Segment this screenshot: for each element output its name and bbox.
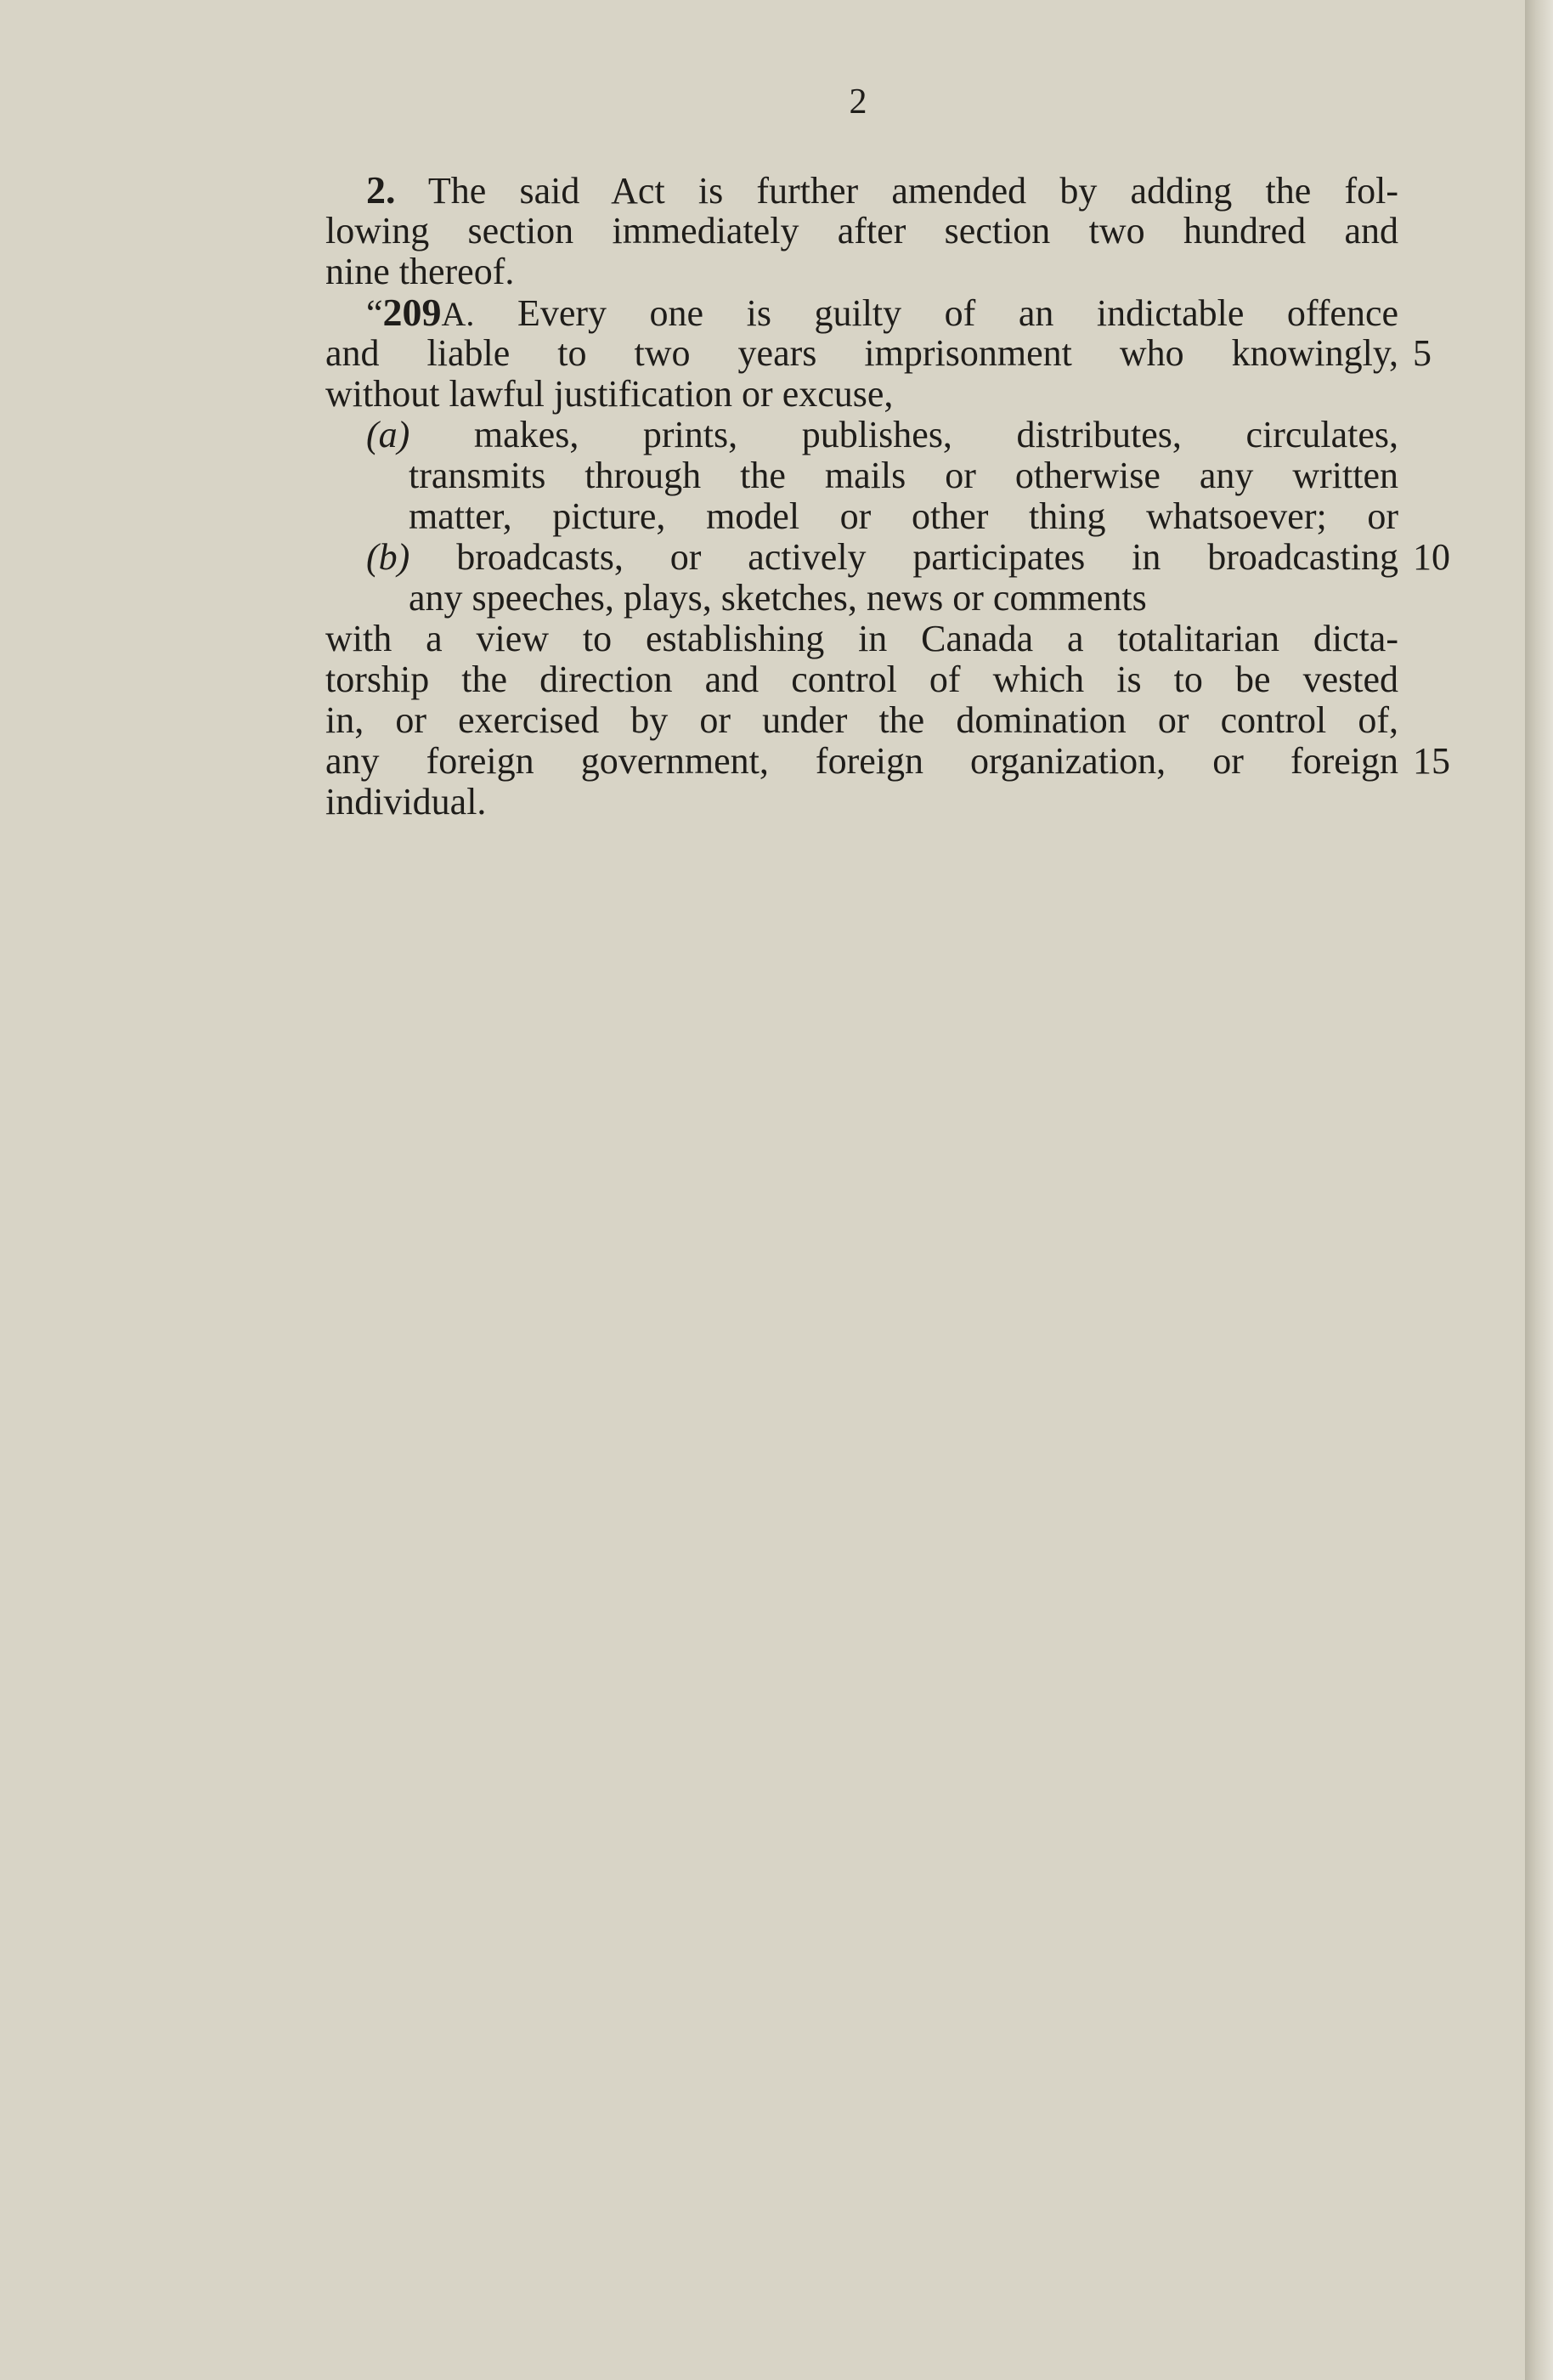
- clause-a-label: (a): [366, 414, 410, 455]
- clause-b-label: (b): [366, 536, 410, 578]
- clause-a-line-3: matter, picture, model or other thing whatsoever; or: [409, 495, 1398, 537]
- section-2-line-3: nine thereof.: [325, 251, 515, 292]
- section-209a-line-3: without lawful justification or excuse,: [325, 373, 894, 415]
- closing-line-5: individual.: [325, 781, 487, 823]
- line-number-5: 5: [1413, 332, 1432, 374]
- bill-text: [325, 168, 1450, 823]
- clause-b-line-1: (b) broadcasts, or actively participates in broadcasting 10: [325, 537, 1398, 578]
- line-number-15: 15: [1413, 740, 1450, 782]
- clause-a-line-2: transmits through the mails or otherwise any written: [409, 455, 1398, 496]
- closing-line-4: any foreign government, foreign organization, or foreign 15: [325, 741, 1398, 782]
- line-number-10: 10: [1413, 536, 1450, 578]
- section-2-line-2: lowing section immediately after section two hundred and: [325, 210, 1398, 252]
- page-edge: [1525, 0, 1553, 2380]
- closing-line-2: torship the direction and control of which is to be vested: [325, 659, 1398, 700]
- clause-b-line-2: any speeches, plays, sketches, news or comments: [409, 577, 1147, 619]
- closing-line-3: in, or exercised by or under the domination or control of,: [325, 699, 1398, 741]
- closing-line-1: with a view to establishing in Canada a totalitarian dicta-: [325, 618, 1398, 659]
- section-209a-line-2: and liable to two years imprisonment who knowingly, 5: [325, 333, 1398, 374]
- clause-a-line-1: (a) makes, prints, publishes, distributes, circulates,: [366, 414, 1399, 455]
- section-209a-number: 209: [382, 291, 442, 334]
- section-2-number: 2.: [366, 168, 396, 212]
- page-number: 2: [849, 82, 867, 122]
- section-2-line-1: 2. The said Act is further amended by adding the fol-: [366, 168, 1398, 212]
- section-209a-line-1: “209A. Every one is guilty of an indictable offence: [366, 291, 1399, 334]
